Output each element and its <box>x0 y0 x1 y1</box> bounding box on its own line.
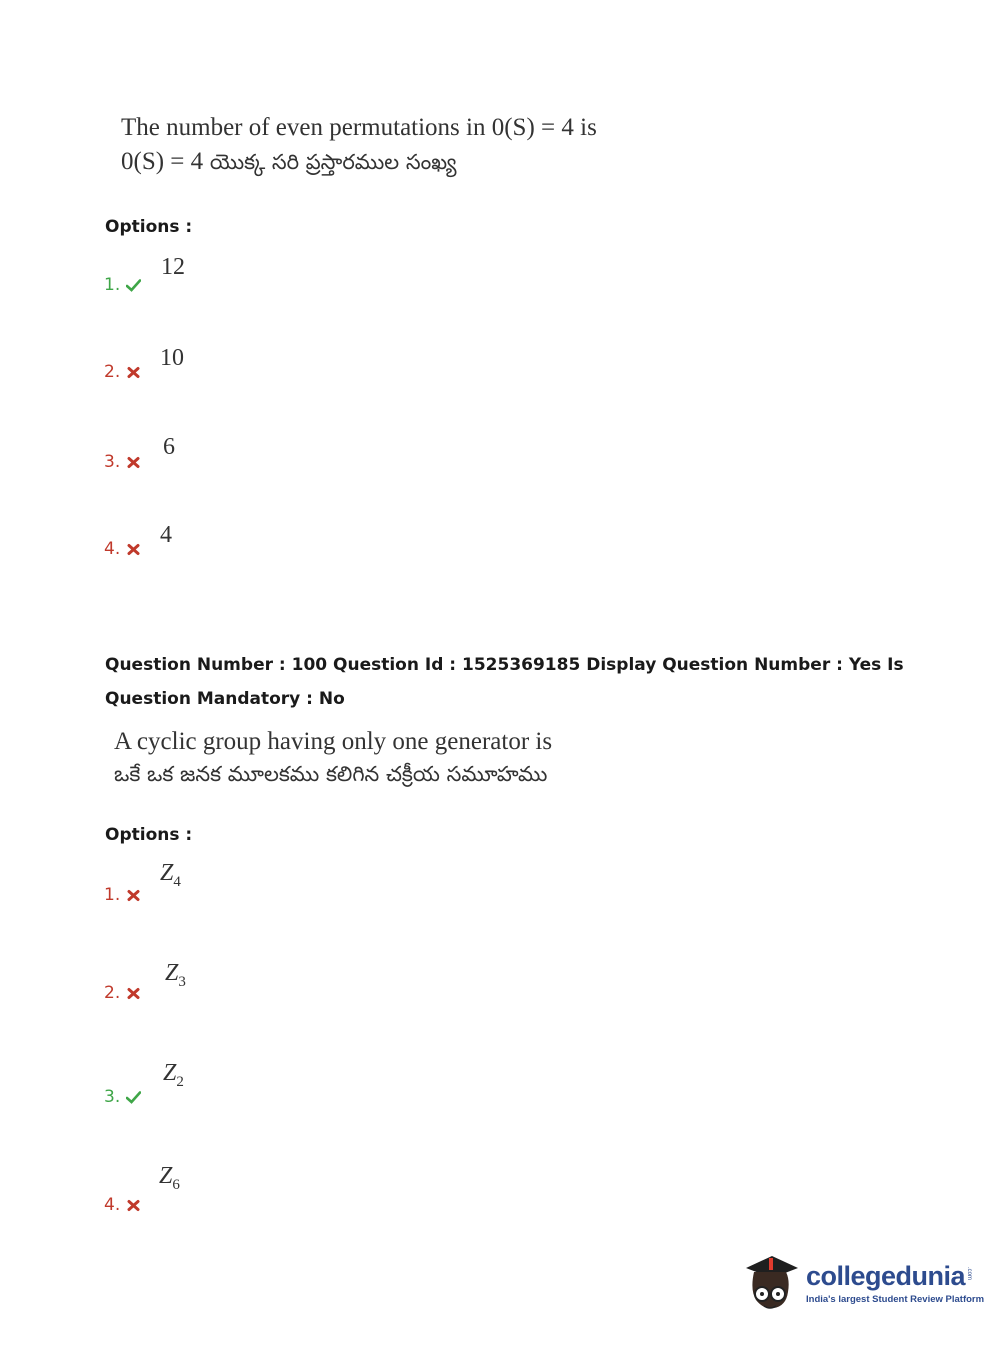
brand-suffix: .com <box>966 1267 973 1281</box>
question-1-image <box>121 114 597 180</box>
option-value: 12 <box>161 254 185 280</box>
option-number: 3. <box>104 1087 141 1107</box>
question-2-english: A cyclic group having only one generator is <box>114 728 553 755</box>
cross-icon <box>126 1199 141 1212</box>
option-number: 1. <box>104 885 141 905</box>
cross-icon <box>126 456 141 469</box>
brand-name: collegedunia .com <box>806 1261 973 1291</box>
question-1-english: The number of even permutations in 0(S) = 4 is <box>121 114 597 141</box>
option-number: 3. <box>104 452 141 472</box>
cross-icon <box>126 543 141 556</box>
mascot-icon <box>742 1250 800 1316</box>
brand-tagline: India's largest Student Review Platform <box>806 1294 985 1305</box>
math-expression: 0(S) = 4 <box>121 148 204 175</box>
option-value: $Z_4$ <box>160 860 181 890</box>
cross-icon <box>126 366 141 379</box>
option-value: $Z_3$ <box>165 960 186 990</box>
option-value: $Z_6$ <box>159 1163 180 1193</box>
options-label: Options : <box>105 825 193 845</box>
cross-icon <box>126 987 141 1000</box>
option-value: 4 <box>160 522 172 548</box>
check-icon <box>126 1091 141 1104</box>
option-value: $Z_2$ <box>163 1060 184 1090</box>
question-meta: Question Number : 100 Question Id : 1525369185 Display Question Number : Yes Is Question Mandatory : No <box>105 655 904 709</box>
collegedunia-logo <box>742 1250 984 1316</box>
question-2-image <box>114 728 552 792</box>
question-2-telugu: ఒకే ఒక జనక మూలకము కలిగిన చక్రీయ సమూహము <box>114 762 548 786</box>
check-icon <box>126 279 141 292</box>
option-number: 1. <box>104 275 141 295</box>
options-label: Options : <box>105 217 193 237</box>
cross-icon <box>126 889 141 902</box>
question-1-telugu: 0(S) = 4 యొక్క సరి ప్రస్తారముల సంఖ్య <box>121 148 457 175</box>
option-value: 6 <box>163 434 175 460</box>
option-number: 2. <box>104 362 141 382</box>
option-value: 10 <box>160 345 184 371</box>
option-number: 2. <box>104 983 141 1003</box>
option-number: 4. <box>104 1195 141 1215</box>
math-expression: 0(S) = 4 <box>491 114 574 141</box>
option-number: 4. <box>104 539 141 559</box>
